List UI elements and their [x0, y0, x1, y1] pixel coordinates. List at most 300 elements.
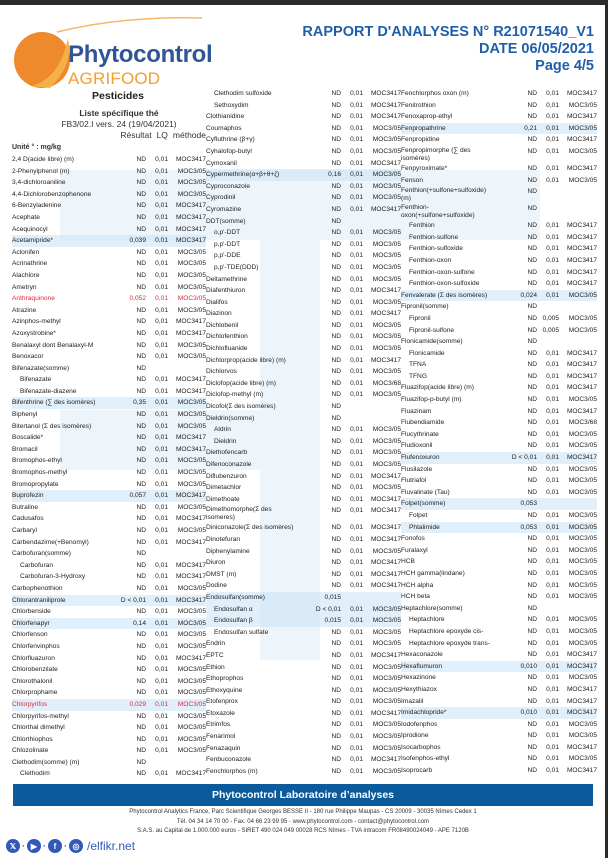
substance-name: Heptachlore(somme)	[401, 604, 463, 612]
substance-name: Diclofop-methyl (m)	[206, 391, 264, 399]
footer-address	[13, 808, 593, 837]
top-border	[0, 0, 608, 5]
result-value: ND	[136, 573, 146, 581]
substance-name: Chlorothalonil	[12, 677, 53, 685]
result-value: ND	[136, 469, 146, 477]
list-title: Liste spécifique thé	[79, 108, 159, 118]
substance-name: Flonicamide	[409, 349, 445, 357]
method-code: MOC3/05	[568, 627, 597, 635]
substance-name: TFNA	[409, 361, 427, 369]
substance-name: Ametryn	[12, 283, 37, 291]
column-headers	[12, 130, 206, 140]
result-row	[206, 331, 401, 343]
method-code: MOC3/05	[372, 744, 401, 752]
method-code: MOC3417	[566, 361, 597, 369]
lq-value: 0,01	[546, 407, 559, 415]
substance-name: Hexazinone	[401, 674, 436, 682]
method-code: MOC3/05	[568, 523, 597, 531]
result-value: ND	[136, 480, 146, 488]
globe-icon[interactable]: ◎	[69, 839, 83, 853]
result-row	[401, 123, 597, 135]
result-row	[206, 505, 401, 522]
lq-value: 0,01	[350, 686, 363, 694]
method-code: MOC3/05	[568, 558, 597, 566]
result-row	[401, 146, 597, 163]
result-row	[12, 166, 206, 178]
result-value: ND	[527, 205, 537, 213]
result-value: ND	[136, 283, 146, 291]
substance-name: Cypermethrine(α+β+θ+ζ)	[206, 171, 280, 179]
result-row	[401, 707, 597, 719]
method-code: MOC3/05	[568, 488, 597, 496]
substance-name: Cyfluthrine (β+γ)	[206, 136, 255, 144]
result-row	[401, 382, 597, 394]
method-code: MOC3417	[566, 256, 597, 264]
result-row	[401, 186, 597, 203]
result-row	[206, 650, 401, 662]
method-code: MOC3417	[370, 709, 401, 717]
result-value: ND	[331, 651, 341, 659]
method-code: MOC3417	[175, 329, 206, 337]
result-row	[206, 459, 401, 471]
result-value: ND	[527, 303, 537, 311]
result-value: ND	[527, 442, 537, 450]
result-row	[206, 546, 401, 558]
result-row	[401, 267, 597, 279]
lq-value: 0,01	[546, 280, 559, 288]
lq-value: 0,01	[546, 136, 559, 144]
substance-name: Cymoxanil	[206, 159, 237, 167]
result-row	[401, 325, 597, 337]
result-value: ND	[136, 156, 146, 163]
substance-name: Dicofol(Σ des isomères)	[206, 403, 276, 411]
substance-name: Chlorobenzilate	[12, 666, 58, 674]
lq-value: 0,01	[546, 767, 559, 775]
result-row	[12, 641, 206, 653]
result-value: ND	[527, 256, 537, 264]
result-row	[206, 673, 401, 685]
lq-value: 0,01	[155, 666, 168, 674]
result-row	[401, 88, 597, 100]
result-value: ND	[527, 767, 537, 775]
result-row	[12, 409, 206, 421]
result-row	[401, 545, 597, 557]
result-value: 0,010	[520, 662, 537, 670]
result-row	[401, 220, 597, 232]
method-code: MOC3/05	[372, 136, 401, 144]
substance-name: Flufenoxuron	[401, 454, 440, 462]
substance-name: Carbophenothion	[12, 584, 63, 592]
result-value: ND	[527, 326, 537, 334]
result-value: 0,015	[324, 617, 341, 625]
rows-right	[401, 88, 597, 777]
result-value: ND	[527, 651, 537, 659]
result-row	[401, 336, 597, 348]
method-code: MOC3/05	[177, 353, 206, 361]
result-value: ND	[331, 524, 341, 532]
substance-name: p,p'-DDT	[214, 240, 241, 248]
method-code: MOC3/05	[568, 124, 597, 132]
substance-name: EPTC	[206, 651, 224, 659]
result-row	[12, 537, 206, 549]
substance-name: Buprofezin	[12, 492, 44, 500]
substance-name: Carbofuran(somme)	[12, 550, 71, 558]
result-value: ND	[527, 419, 537, 427]
result-value: ND	[527, 558, 537, 566]
result-row	[12, 734, 206, 746]
result-row	[401, 730, 597, 742]
substance-name: Dichlobenil	[206, 321, 239, 329]
substance-name: Cyproconazole	[206, 182, 250, 190]
method-code: MOC3/05	[372, 767, 401, 775]
substance-name: Bifenazate	[20, 376, 52, 384]
result-value: ND	[331, 686, 341, 694]
result-row	[12, 722, 206, 734]
result-value: ND	[136, 306, 146, 314]
result-row	[12, 455, 206, 467]
lq-value: 0,01	[350, 287, 363, 295]
substance-name: Hexaconazole	[401, 651, 443, 659]
result-value: ND	[136, 353, 146, 361]
method-code: MOC3/05	[372, 605, 401, 613]
lq-value: 0,01	[546, 442, 559, 450]
result-row	[12, 606, 206, 618]
method-code: MOC3417	[175, 538, 206, 546]
method-code: MOC3417	[566, 136, 597, 144]
lq-value: 0,005	[542, 314, 559, 322]
result-value: ND	[527, 732, 537, 740]
result-row	[12, 200, 206, 212]
result-row	[401, 719, 597, 731]
substance-name: HCH beta	[401, 593, 430, 601]
result-value: ND	[136, 747, 146, 755]
substance-name: Isoprocarb	[401, 767, 433, 775]
result-value: ND	[136, 735, 146, 743]
lq-value: 0,01	[155, 492, 168, 500]
result-row	[206, 401, 401, 413]
result-value: ND	[331, 287, 341, 295]
result-value: ND	[331, 733, 341, 741]
lq-value: 0,01	[155, 642, 168, 650]
result-value: ND	[527, 639, 537, 647]
substance-name: Carbofuran	[20, 561, 53, 569]
result-value: ND	[331, 570, 341, 578]
result-value: ND	[331, 403, 341, 411]
method-code: MOC3417	[370, 205, 401, 213]
lq-value: 0,01	[155, 735, 168, 743]
substance-name: Dodine	[206, 582, 227, 590]
substance-name: Carbaryl	[12, 527, 37, 534]
result-value: 0,010	[520, 709, 537, 717]
substance-name: Ethoxyquine	[206, 686, 243, 694]
lq-value: 0,01	[546, 523, 559, 531]
lq-value: 0,01	[546, 558, 559, 566]
method-code: MOC3417	[175, 445, 206, 453]
lq-value: 0,01	[546, 512, 559, 519]
lq-value: 0,01	[546, 430, 559, 438]
result-value: ND	[331, 147, 341, 155]
substance-name: Diniconazole(Σ des isomères)	[206, 524, 294, 532]
result-value: ND	[331, 321, 341, 329]
substance-name: HCB	[401, 558, 415, 566]
lq-value: 0,01	[155, 422, 168, 430]
result-value: ND	[527, 233, 537, 241]
substance-name: Etrimfos	[206, 721, 231, 729]
substance-name: 2,4 D(acide libre) (m)	[12, 156, 74, 163]
substance-name: Fonofos	[401, 535, 425, 543]
facebook-icon[interactable]: f	[48, 839, 62, 853]
substance-name: Difenoconazole	[206, 461, 252, 468]
substance-name: Endosulfan sulfate	[214, 628, 269, 636]
lq-value: 0,01	[546, 372, 559, 380]
result-value: ND	[136, 561, 146, 569]
method-code: MOC3/05	[177, 642, 206, 650]
method-code: MOC3/05	[372, 547, 401, 555]
result-row	[401, 696, 597, 708]
method-code: MOC3417	[370, 495, 401, 503]
result-row	[12, 583, 206, 595]
result-value: ND	[527, 176, 537, 184]
substance-name: Heptachlore	[409, 616, 445, 624]
method-code: MOC3/05	[372, 461, 401, 468]
lq-value: 0,01	[546, 685, 559, 693]
result-value: ND	[527, 512, 537, 519]
method-code: MOC3/05	[568, 732, 597, 740]
result-value: ND	[331, 333, 341, 341]
lq-value: 0,01	[350, 391, 363, 399]
method-code: MOC3417	[370, 559, 401, 567]
result-value: 0,015	[324, 593, 341, 601]
result-row	[401, 568, 597, 580]
method-code: MOC3/05	[177, 457, 206, 465]
result-row	[12, 548, 206, 560]
social-handle[interactable]: /elfikr.net	[87, 839, 136, 853]
method-code: MOC3/05	[372, 368, 401, 376]
result-row	[401, 603, 597, 615]
substance-name: Fenthion-sulfone	[409, 233, 459, 241]
social-watermark: 𝕏 · ▶ · f · ◎ /elfikr.net	[6, 839, 135, 853]
lq-value: 0,01	[155, 341, 168, 349]
result-value: ND	[527, 188, 537, 196]
substance-name: Endosulfan(somme)	[206, 593, 266, 601]
method-code: MOC3417	[175, 213, 206, 221]
result-value: ND	[331, 767, 341, 775]
result-row	[401, 765, 597, 777]
lq-value: 0,01	[155, 353, 168, 361]
method-code: MOC3/05	[177, 260, 206, 268]
result-row	[401, 672, 597, 684]
substance-name: Cadusafos	[12, 515, 44, 523]
substance-name: Deltamethrine	[206, 275, 248, 283]
result-row	[206, 638, 401, 650]
lq-value: 0,01	[155, 271, 168, 279]
method-code: MOC3/05	[568, 720, 597, 728]
result-value: ND	[527, 268, 537, 276]
substance-name: Acequinocyl	[12, 225, 48, 233]
lq-value: 0,01	[546, 616, 559, 624]
method-code: MOC3417	[566, 454, 597, 462]
method-code: MOC3/05	[568, 477, 597, 485]
substance-name: Dimethomorphe(Σ des isomeres)	[206, 506, 272, 522]
result-value: ND	[331, 535, 341, 543]
result-row	[401, 417, 597, 429]
method-code: MOC3417	[175, 654, 206, 662]
substance-name: Chlorfenson	[12, 631, 48, 639]
result-value: ND	[136, 271, 146, 279]
result-row	[206, 627, 401, 639]
lq-value: 0,01	[350, 495, 363, 503]
substance-name: Fenson	[401, 176, 423, 184]
lq-value: 0,005	[542, 326, 559, 334]
method-code: MOC3417	[566, 349, 597, 357]
substance-name: Fenchlorphos (m)	[206, 767, 258, 775]
lq-value: 0,01	[155, 561, 168, 569]
method-code: MOC3/05	[372, 437, 401, 445]
result-value: ND	[136, 387, 146, 395]
substance-name: Fenthion-oxon-sulfoxide	[409, 280, 480, 288]
result-value: ND	[136, 422, 146, 430]
result-row	[12, 490, 206, 502]
method-code: MOC3417	[175, 376, 206, 384]
method-code: MOC3/05	[372, 484, 401, 492]
result-value: ND	[527, 477, 537, 485]
result-row	[401, 580, 597, 592]
method-code: MOC3/05	[372, 686, 401, 694]
result-row	[206, 482, 401, 494]
lq-value: 0,01	[155, 724, 168, 732]
result-value: ND	[527, 697, 537, 705]
substance-name: Diethofencarb	[206, 449, 248, 457]
method-code: MOC3417	[566, 767, 597, 775]
result-row	[206, 308, 401, 320]
results-column-right	[401, 88, 597, 777]
substance-name: Fenthion-oxon-sulfone	[409, 268, 475, 276]
result-row	[206, 708, 401, 720]
substance-name: Cyromazine	[206, 205, 242, 213]
lq-value: 0,01	[350, 756, 363, 764]
substance-name: Dinotefuran	[206, 535, 241, 543]
substance-name: Carbendazime(+Benomyl)	[12, 538, 89, 546]
method-code: MOC3/05	[372, 617, 401, 625]
result-row	[206, 239, 401, 251]
method-code: MOC3/05	[372, 252, 401, 260]
brand-sub: AGRIFOOD	[68, 69, 161, 88]
lq-value: 0,01	[546, 709, 559, 717]
substance-name: Isocarbophos	[401, 743, 441, 751]
lq-value: 0,01	[546, 101, 559, 109]
lq-value: 0,01	[546, 396, 559, 404]
lq-value: 0,01	[546, 361, 559, 369]
result-row	[206, 123, 401, 135]
method-code: MOC3417	[566, 743, 597, 751]
lq-value: 0,01	[350, 321, 363, 329]
substance-name: Aclonifen	[12, 248, 40, 256]
lq-value: 0,01	[350, 461, 363, 468]
method-code: MOC3417	[175, 492, 206, 500]
method-code: MOC3/05	[177, 179, 206, 187]
result-value: ND	[331, 437, 341, 445]
method-code: MOC3/05	[372, 628, 401, 636]
method-code: MOC3417	[566, 164, 597, 172]
method-code: MOC3/05	[372, 640, 401, 648]
lq-value: 0,01	[546, 488, 559, 496]
method-code: MOC3/05	[372, 298, 401, 306]
substance-name: Fipronil	[409, 314, 431, 322]
result-value: ND	[331, 461, 341, 468]
method-code: MOC3/05	[568, 581, 597, 589]
method-code: MOC3/05	[568, 101, 597, 109]
result-value: ND	[331, 298, 341, 306]
result-row	[401, 498, 597, 510]
substance-name: Atrazine	[12, 306, 37, 314]
result-row	[401, 464, 597, 476]
method-code: MOC3/05	[177, 399, 206, 407]
method-code: MOC3417	[566, 384, 597, 392]
method-code: MOC3/05	[177, 295, 206, 303]
result-value: ND	[527, 685, 537, 693]
result-row	[401, 753, 597, 765]
result-row	[206, 216, 401, 228]
substance-name: Fenthion-oxon(+sulfone+sulfoxide)	[401, 204, 475, 220]
result-value: ND	[331, 159, 341, 167]
result-value: ND	[136, 179, 146, 187]
result-row	[206, 88, 401, 100]
substance-name: Bifenthrine (∑ des isomères)	[12, 399, 96, 407]
lq-value: 0,01	[350, 709, 363, 717]
youtube-icon[interactable]: ▶	[27, 839, 41, 853]
lq-value: 0,01	[546, 465, 559, 473]
report-header	[302, 24, 594, 75]
lq-value: 0,01	[350, 124, 363, 132]
substance-name: Fenthion-oxon	[409, 256, 452, 264]
lq-value: 0,01	[546, 233, 559, 241]
result-value: ND	[136, 677, 146, 685]
method-code: MOC3417	[370, 535, 401, 543]
method-code: MOC3/05	[372, 426, 401, 434]
result-value: ND	[527, 627, 537, 635]
method-code: MOC3/05	[372, 733, 401, 741]
lq-value: 0,01	[155, 213, 168, 221]
result-value: ND	[136, 376, 146, 384]
result-row	[12, 560, 206, 572]
method-code: MOC3/05	[568, 465, 597, 473]
result-value: D < 0,01	[120, 596, 146, 604]
lq-value: 0,01	[350, 484, 363, 492]
method-code: MOC3/05	[372, 391, 401, 399]
result-row	[206, 111, 401, 123]
lq-value: 0,01	[546, 535, 559, 543]
result-value: ND	[527, 616, 537, 624]
method-code: MOC3417	[566, 709, 597, 717]
lq-value: 0,01	[350, 298, 363, 306]
lq-value: 0,01	[350, 368, 363, 376]
lq-value: 0,01	[155, 202, 168, 210]
lq-value: 0,01	[546, 454, 559, 462]
result-value: ND	[331, 756, 341, 764]
substance-name: Acephate	[12, 213, 40, 221]
substance-name: Acrinathrine	[12, 260, 48, 268]
method-code: MOC3/05	[177, 248, 206, 256]
result-row	[12, 305, 206, 317]
result-row	[12, 189, 206, 201]
x-icon[interactable]: 𝕏	[6, 839, 20, 853]
result-row	[401, 203, 597, 220]
result-row	[206, 534, 401, 546]
result-row	[12, 687, 206, 699]
result-value: ND	[136, 318, 146, 326]
result-row	[12, 282, 206, 294]
substance-name: HCH gamma(lindane)	[401, 569, 465, 577]
